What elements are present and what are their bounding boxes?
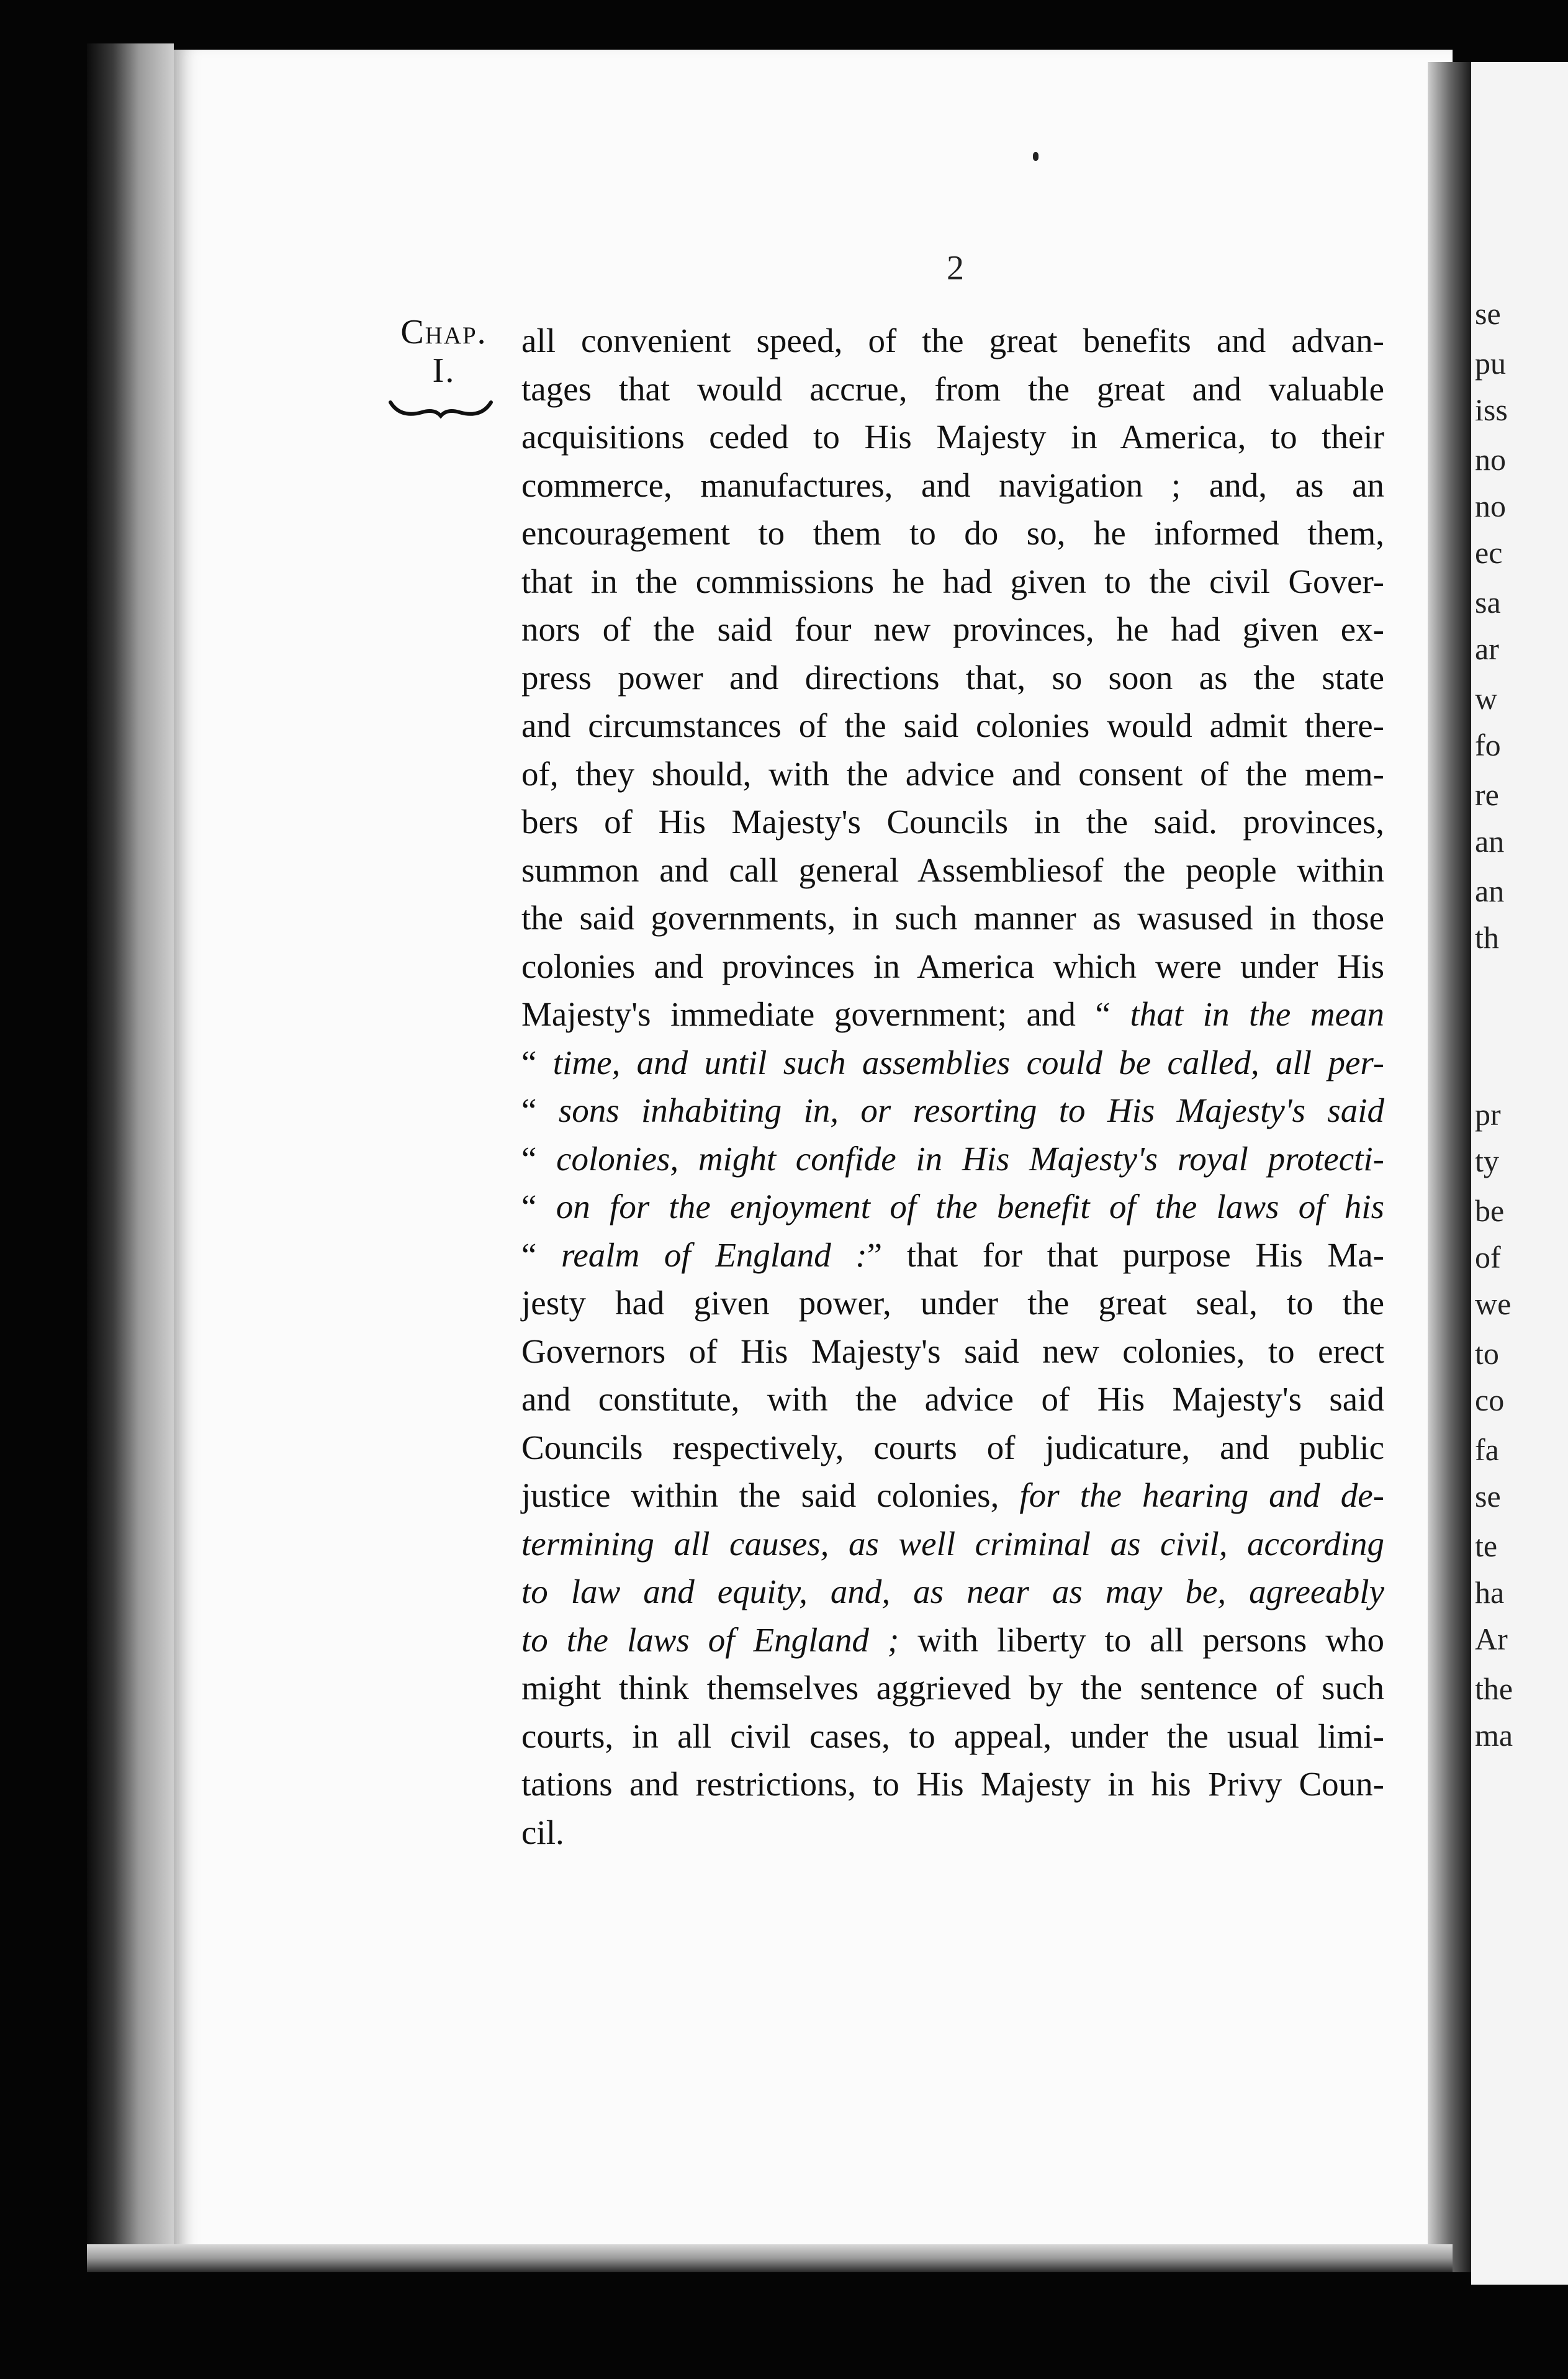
text-line [521,1664,1384,1712]
text-line [521,846,1384,895]
text-run: Governors of His Majesty's said new colonies, to erect [521,1332,1384,1370]
text-line [521,365,1384,413]
italic-run: colonies, might confide in His Majesty's royal protecti- [556,1139,1384,1178]
right-page-text-fragment: of [1475,1240,1501,1275]
text-run: cil. [521,1813,564,1851]
text-line [521,1231,1384,1280]
text-line [521,1135,1384,1183]
text-run: Councils respectively, courts of judicature, and public [521,1428,1384,1466]
text-line [521,990,1384,1039]
text-line [521,1568,1384,1616]
text-run: acquisitions ceded to His Majesty in America, to their [521,418,1384,456]
right-page-text-fragment: th [1475,920,1499,955]
book-gutter [1428,62,1471,2272]
right-page-text-fragment: se [1475,1479,1501,1514]
text-line [521,798,1384,846]
text-line [521,413,1384,461]
chapter-brace-ornament [388,397,493,422]
text-line [521,1183,1384,1231]
text-run: “ [521,1139,557,1178]
text-line [521,942,1384,991]
right-page-text-fragment: iss [1475,392,1508,427]
italic-run: realm of England : [561,1235,867,1274]
text-run: and circumstances of the said colonies would admit there- [521,706,1384,744]
text-line [521,509,1384,558]
text-line [521,558,1384,606]
right-page-text-fragment: ty [1475,1144,1499,1178]
text-run: bers of His Majesty's Councils in the said. provinces, [521,803,1384,841]
text-line [521,461,1384,510]
text-run: tations and restrictions, to His Majesty in his Privy Coun- [521,1765,1384,1803]
body-text [521,317,1384,1856]
right-page-text-fragment: no [1475,442,1506,477]
chapter-heading [388,314,500,390]
text-line [521,894,1384,942]
text-run: ” that for that purpose His Ma- [867,1235,1384,1274]
italic-run: to law and equity, and, as near as may be, agreeably [521,1573,1384,1610]
right-page-text-fragment: to [1475,1336,1499,1371]
right-page-fragment [1471,62,1568,2285]
right-page-text-fragment: pr [1475,1097,1501,1132]
right-page-text-fragment: se [1475,296,1501,331]
text-run: “ [521,1091,559,1129]
text-line [521,1327,1384,1376]
page-bottom-edge [87,2244,1453,2272]
right-page-text-fragment: te [1475,1528,1498,1563]
right-page-text-fragment: pu [1475,346,1506,381]
text-line [521,654,1384,702]
text-run: jesty had given power, under the great seal, to the [521,1284,1384,1322]
text-line [521,1712,1384,1761]
text-run: encouragement to them to do so, he informed them, [521,514,1384,552]
italic-run: for the hearing and de- [1019,1476,1384,1514]
text-run: tages that would accrue, from the great and valuable [521,369,1384,408]
italic-run: termining all causes, as well criminal as civil, according [521,1524,1384,1563]
text-line [521,605,1384,654]
italic-run: time, and until such assemblies could be called, all per- [552,1043,1384,1081]
text-run: might think themselves aggrieved by the sentence of such [521,1669,1384,1707]
text-run: summon and call general Assembliesof the people within [521,851,1384,889]
ink-speck [1033,152,1039,161]
book-spine-edge [87,43,174,2272]
text-line [521,1375,1384,1424]
text-line [521,1471,1384,1520]
text-line [521,1086,1384,1135]
chapter-number: I. [432,351,456,390]
text-line [521,702,1384,750]
right-page-text-fragment: w [1475,681,1498,716]
right-page-text-fragment: no [1475,489,1506,523]
right-page-text-fragment: fa [1475,1432,1499,1467]
text-run: Majesty's immediate government; and “ [521,995,1130,1033]
right-page-text-fragment: co [1475,1383,1505,1417]
right-page-text-fragment: fo [1475,728,1501,762]
right-page-text-fragment: we [1475,1286,1512,1321]
italic-run: sons inhabiting in, or resorting to His Majesty's said [558,1091,1384,1129]
right-page-text-fragment: an [1475,874,1505,908]
text-line [521,1808,1384,1857]
italic-run: on for the enjoyment of the benefit of the laws of his [556,1188,1384,1226]
text-line [521,750,1384,798]
right-page-text-fragment: Ar [1475,1622,1508,1656]
italic-run: that in the mean [1130,995,1384,1033]
right-page-text-fragment: sa [1475,585,1501,620]
right-page-text-fragment: the [1475,1671,1513,1706]
right-page-text-fragment: ma [1475,1718,1513,1753]
text-run: with liberty to all persons who [899,1620,1384,1659]
text-run: courts, in all civil cases, to appeal, under the usual limi- [521,1717,1384,1755]
text-line [521,1520,1384,1568]
text-line [521,317,1384,365]
text-line [521,1616,1384,1664]
right-page-text-fragment: re [1475,777,1499,812]
text-line [521,1424,1384,1472]
text-line [521,1039,1384,1087]
right-page-text-fragment: ec [1475,535,1503,570]
text-run: all convenient speed, of the great benefits and advan- [521,322,1384,359]
text-run: nors of the said four new provinces, he had given ex- [521,610,1384,648]
right-page-text-fragment: an [1475,824,1505,859]
text-run: press power and directions that, so soon as the state [521,658,1384,697]
text-run: that in the commissions he had given to the civil Gover- [521,562,1384,600]
right-page-text-fragment: ar [1475,631,1499,666]
text-run: and constitute, with the advice of His Majesty's said [521,1380,1384,1418]
text-run: colonies and provinces in America which were under His [521,947,1384,985]
page-number: 2 [947,249,964,287]
text-run: justice within the said colonies, [521,1476,1020,1514]
text-line [521,1279,1384,1327]
text-run: “ [521,1235,562,1274]
text-run: of, they should, with the advice and consent of the mem- [521,754,1384,793]
text-run: the said governments, in such manner as wasused in those [521,899,1384,937]
text-run: “ [521,1043,553,1081]
text-run: “ [521,1188,556,1226]
right-page-text-fragment: be [1475,1193,1505,1228]
text-run: commerce, manufactures, and navigation ; and, as an [521,466,1384,504]
chapter-label: Chap. [400,313,487,351]
text-line [521,1760,1384,1808]
right-page-text-fragment: ha [1475,1575,1505,1610]
italic-run: to the laws of England ; [521,1620,899,1659]
